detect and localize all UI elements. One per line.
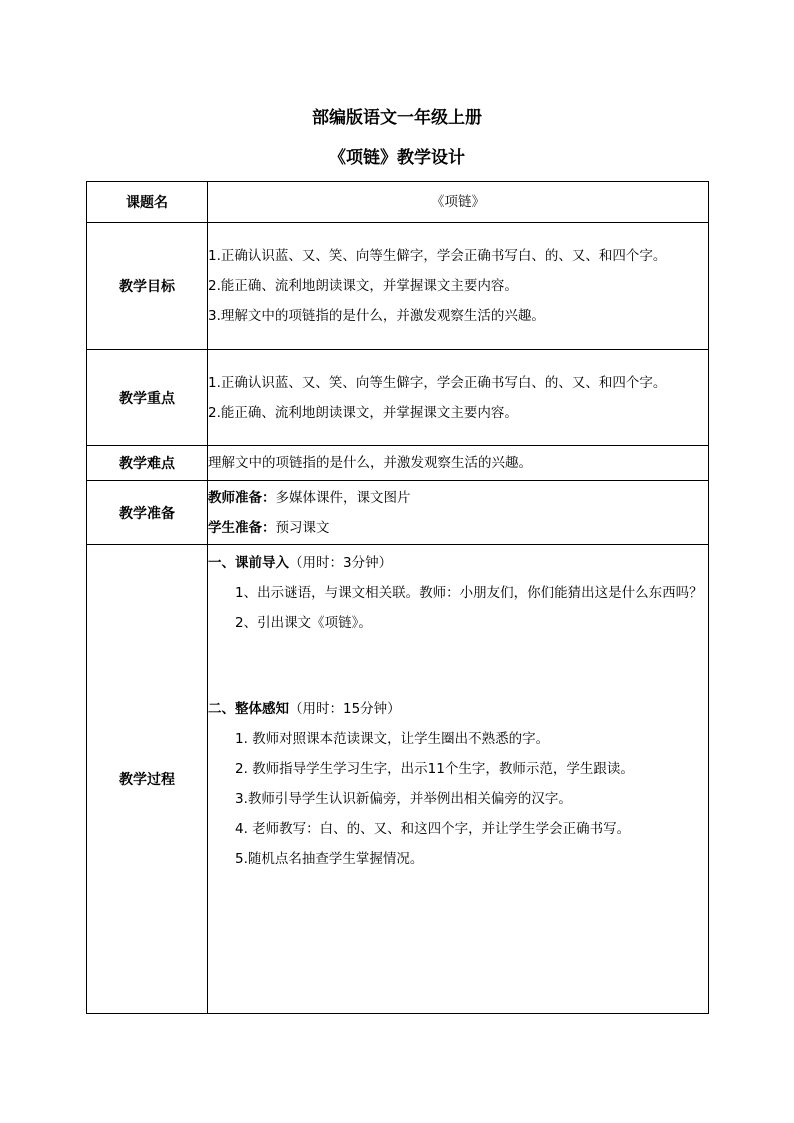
key-point-line: 2.能正确、流利地朗读课文，并掌握课文主要内容。 [208, 404, 518, 421]
goals-content [208, 223, 709, 350]
goal-line: 1.正确认识蓝、又、笑、向等生僻字，学会正确书写白、的、又、和四个字。 [208, 248, 667, 264]
section2-title: 二、整体感知 [208, 701, 289, 717]
key-point-line: 1.正确认识蓝、又、笑、向等生僻字，学会正确书写白、的、又、和四个字。 [208, 374, 667, 391]
process-label: 教学过程 [87, 545, 208, 1014]
topic-label: 课题名 [87, 182, 208, 223]
document-title: 部编版语文一年级上册 [312, 108, 482, 128]
teacher-preparation-value: 多媒体课件，课文图片 [275, 489, 411, 506]
teacher-preparation [208, 483, 708, 513]
table-row-preparation [87, 481, 709, 545]
table-row-topic [87, 182, 709, 223]
section2-item: 3.教师引导学生认识新偏旁，并举例出相关偏旁的汉字。 [235, 791, 572, 807]
key-points-label: 教学重点 [87, 350, 208, 446]
student-preparation-value: 预习课文 [275, 519, 330, 536]
goals-label: 教学目标 [87, 223, 208, 350]
preparation-content [208, 481, 709, 545]
difficulty-label: 教学难点 [87, 446, 208, 481]
process-content [208, 545, 709, 1014]
student-preparation [208, 513, 708, 543]
difficulty-value: 理解文中的项链指的是什么，并激发观察生活的兴趣。 [208, 446, 709, 481]
goal-line: 2.能正确、流利地朗读课文，并掌握课文主要内容。 [208, 278, 518, 294]
lesson-plan-table [86, 181, 709, 1014]
topic-value: 《项链》 [208, 182, 709, 223]
table-row-difficulty [87, 446, 709, 481]
section2-item: 1. 教师对照课本范读课文，让学生圈出不熟悉的字。 [235, 731, 550, 747]
section1-title: 一、课前导入 [208, 555, 289, 571]
student-preparation-label: 学生准备： [208, 519, 276, 536]
section-heading [208, 548, 708, 578]
section1-item: 1、出示谜语，与课文相关联。教师：小朋友们，你们能猜出这是什么东西吗？ [235, 585, 703, 601]
section1-item: 2、引出课文《项链》。 [235, 615, 372, 631]
section2-item: 2. 教师指导学生学习生字，出示11个生字，教师示范，学生跟读。 [235, 761, 634, 777]
key-points-content [208, 350, 709, 446]
teacher-preparation-label: 教师准备： [208, 489, 276, 506]
section2-item: 4. 老师教写：白、的、又、和这四个字，并让学生学会正确书写。 [235, 821, 631, 837]
table-row-goals [87, 223, 709, 350]
table-row-process [87, 545, 709, 1014]
section2-item: 5.随机点名抽查学生掌握情况。 [235, 851, 424, 867]
preparation-label: 教学准备 [87, 481, 208, 545]
goal-line: 3.理解文中的项链指的是什么，并激发观察生活的兴趣。 [208, 308, 545, 324]
section1-time: （用时：3分钟） [289, 555, 393, 571]
table-row-key-points [87, 350, 709, 446]
document-subtitle: 《项链》教学设计 [329, 148, 465, 168]
section2-time: （用时：15分钟） [289, 701, 401, 717]
section-heading [208, 694, 708, 724]
